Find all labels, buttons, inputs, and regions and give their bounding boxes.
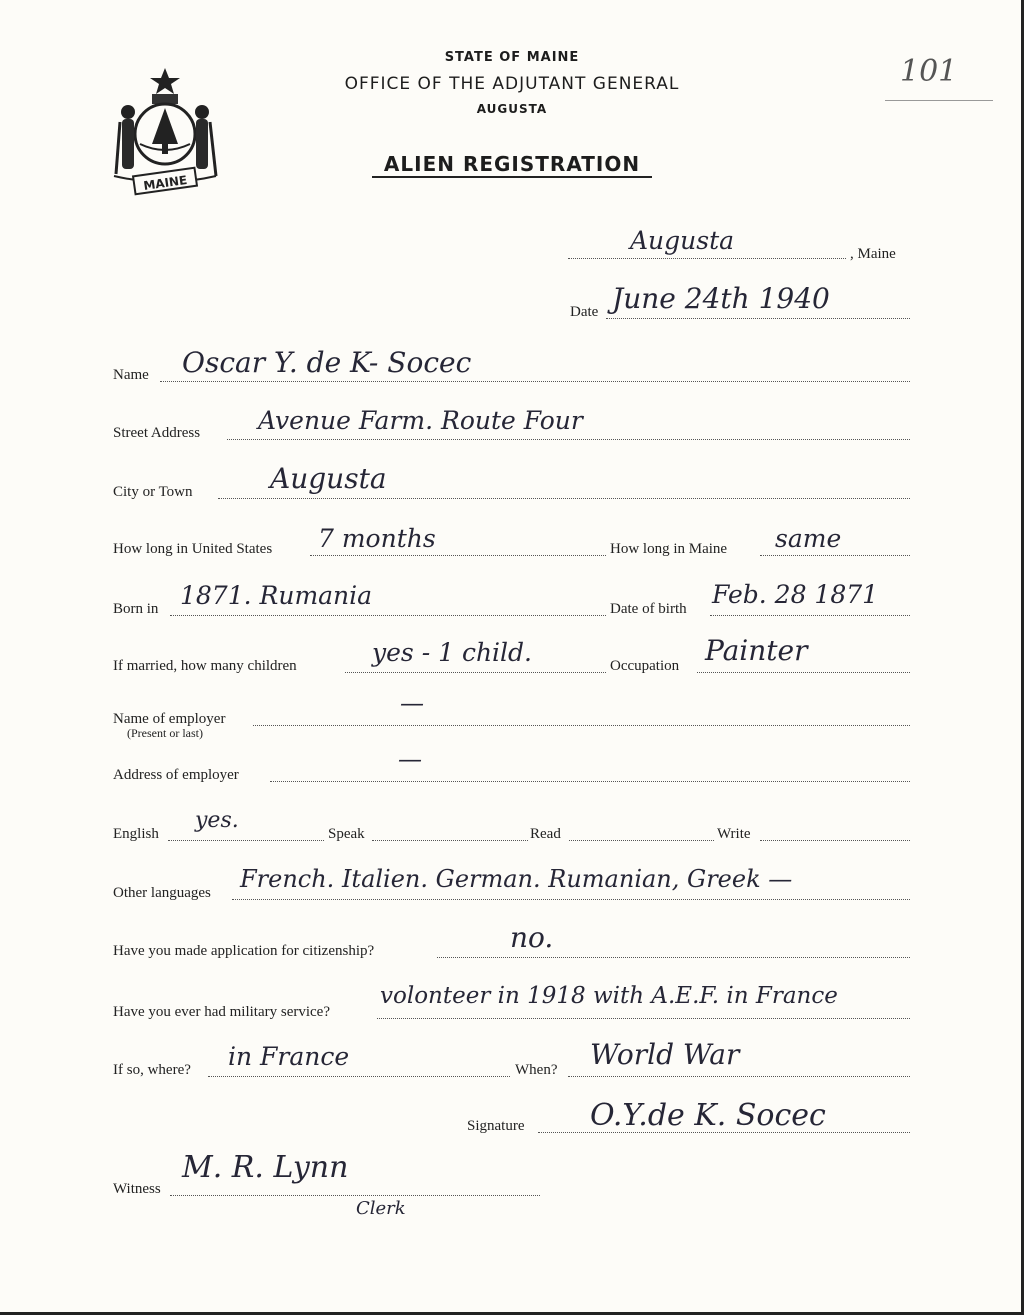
date-line — [606, 318, 910, 319]
birth-date-label: Date of birth — [610, 601, 687, 617]
witness-label: Witness — [113, 1181, 161, 1197]
header-city: AUGUSTA — [476, 102, 548, 116]
when-line — [568, 1076, 910, 1077]
english-value: yes. — [195, 808, 239, 833]
employer-address-label: Address of employer — [113, 767, 239, 783]
date-label: Date — [570, 304, 599, 320]
city-label: City or Town — [113, 484, 193, 500]
employer-sublabel: (Present or last) — [127, 726, 203, 740]
write-line — [760, 840, 910, 841]
name-value: Oscar Y. de K- Socec — [182, 346, 472, 379]
read-label: Read — [530, 826, 561, 842]
birth-date-value: Feb. 28 1871 — [712, 580, 879, 609]
signature-value: O.Y.de K. Socec — [590, 1098, 826, 1133]
born-in-line — [170, 615, 606, 616]
page-number: 101 — [900, 54, 958, 89]
military-value: volonteer in 1918 with A.E.F. in France — [380, 983, 838, 1009]
occupation-line — [697, 672, 910, 673]
english-line — [168, 840, 324, 841]
english-label: English — [113, 826, 159, 842]
where-value: in France — [228, 1042, 350, 1071]
seal-label: MAINE — [142, 172, 189, 193]
read-line — [569, 840, 714, 841]
maine-duration-value: same — [775, 524, 842, 553]
city-line — [218, 498, 910, 499]
header-office: OFFICE OF THE ADJUTANT GENERAL — [344, 74, 680, 94]
place-suffix: , Maine — [850, 246, 896, 262]
street-value: Avenue Farm. Route Four — [258, 406, 583, 435]
city-value: Augusta — [270, 462, 387, 495]
other-languages-label: Other languages — [113, 885, 211, 901]
witness-line — [170, 1195, 540, 1196]
speak-line — [372, 840, 528, 841]
when-value: World War — [590, 1038, 740, 1071]
children-line — [345, 672, 606, 673]
where-label: If so, where? — [113, 1062, 191, 1078]
name-line — [160, 381, 910, 382]
birth-date-line — [710, 615, 910, 616]
signature-label: Signature — [467, 1118, 525, 1134]
citizenship-value: no. — [510, 921, 554, 954]
employer-line — [253, 725, 910, 726]
occupation-value: Painter — [705, 634, 808, 667]
children-label: If married, how many children — [113, 658, 297, 674]
speak-label: Speak — [328, 826, 365, 842]
children-value: yes - 1 child. — [372, 638, 532, 667]
date-value: June 24th 1940 — [612, 282, 830, 315]
page-number-rule — [885, 100, 993, 101]
military-label: Have you ever had military service? — [113, 1004, 330, 1020]
maine-duration-label: How long in Maine — [610, 541, 728, 557]
maine-duration-line — [760, 555, 910, 556]
employer-address-line — [270, 781, 910, 782]
header-state: STATE OF MAINE — [444, 50, 580, 65]
military-line — [377, 1018, 910, 1019]
witness-value: M. R. Lynn — [182, 1150, 349, 1185]
employer-label: Name of employer — [113, 711, 226, 727]
occupation-label: Occupation — [610, 658, 680, 674]
where-line — [208, 1076, 510, 1077]
us-duration-value: 7 months — [318, 524, 436, 553]
employer-address-value: — — [398, 745, 422, 773]
write-label: Write — [717, 826, 751, 842]
born-in-label: Born in — [113, 601, 159, 617]
form-title: ALIEN REGISTRATION — [383, 152, 641, 176]
other-languages-value: French. Italien. German. Rumanian, Greek — — [240, 865, 793, 893]
title-underline — [372, 176, 652, 178]
us-duration-label: How long in United States — [113, 541, 273, 557]
place-value: Augusta — [630, 226, 735, 255]
born-in-value: 1871. Rumania — [180, 581, 373, 610]
other-languages-line — [232, 899, 910, 900]
citizenship-label: Have you made application for citizenship? — [113, 943, 375, 959]
witness-note: Clerk — [356, 1198, 406, 1219]
us-duration-line — [310, 555, 606, 556]
place-line — [568, 258, 846, 259]
name-label: Name — [113, 367, 149, 383]
street-line — [227, 439, 910, 440]
citizenship-line — [437, 957, 910, 958]
employer-value: — — [400, 689, 424, 717]
street-label: Street Address — [113, 425, 201, 441]
when-label: When? — [515, 1062, 558, 1078]
